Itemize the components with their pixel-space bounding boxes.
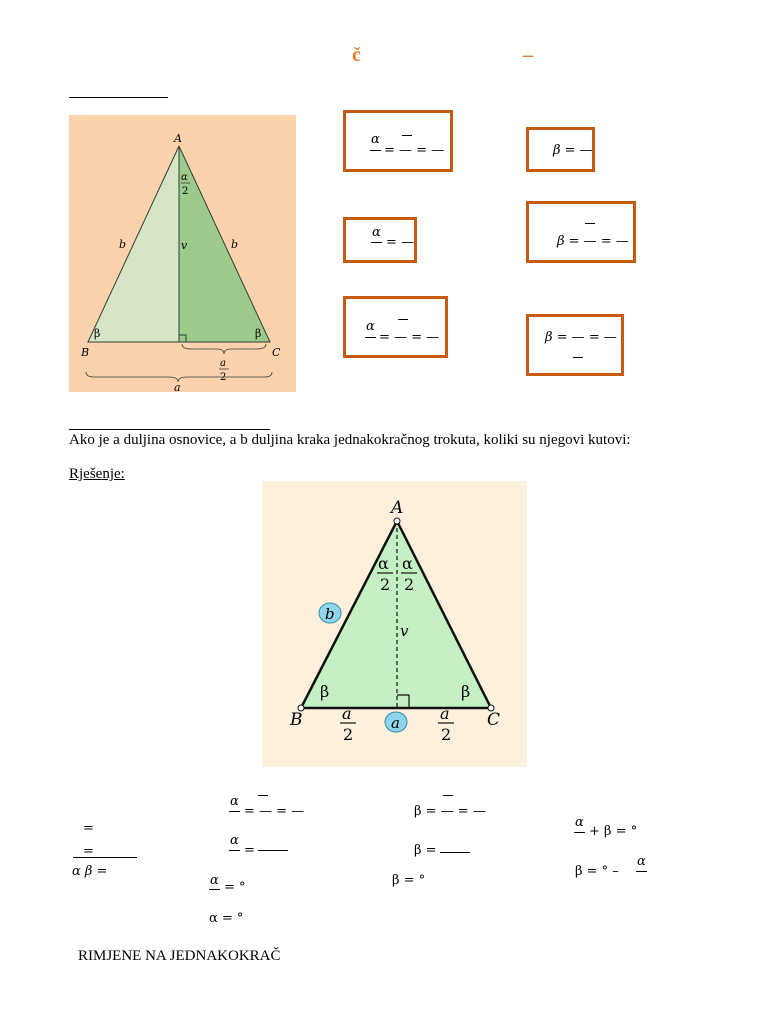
fig2-vertex-b: B: [290, 710, 303, 730]
fig1-vertex-a: A: [174, 132, 182, 145]
header-glyph-c: č: [352, 44, 361, 66]
col3-r2: β =: [414, 843, 437, 858]
fig1-vertex-c: C: [272, 346, 281, 359]
col1-alpha-beta: α β =: [72, 864, 108, 879]
col2-r2-alpha: α: [230, 833, 239, 848]
footer-heading: RIMJENE NA JEDNAKOKRAČ: [78, 948, 281, 964]
col2-r1-alpha: α: [230, 794, 239, 809]
fig2-half-a-left: a: [342, 704, 352, 723]
box5-rhs: = — = —: [379, 330, 440, 345]
figure-triangle-2: [262, 481, 527, 767]
fig1-vertex-b: B: [81, 346, 90, 359]
col2-r4: α = °: [209, 911, 244, 926]
col3-r1: β = — = —: [414, 804, 486, 819]
solution-label: Rješenje:: [69, 466, 125, 482]
formula-box-5: [343, 296, 448, 358]
formula-box-4: [526, 201, 636, 263]
col4-r1-alpha: α: [575, 815, 584, 830]
box1-rhs: = — = —: [384, 143, 445, 158]
formula-box-6: [526, 314, 624, 376]
box3-rhs: = —: [386, 235, 415, 250]
fig2-height-v: v: [400, 622, 409, 640]
box4-beta: β = — = —: [557, 234, 629, 249]
col3-r3: β = °: [392, 873, 426, 888]
fig1-two: 2: [182, 186, 189, 197]
fig1-beta-left: β: [94, 327, 101, 340]
formula-box-1: [343, 110, 453, 172]
box6-beta: β = — = —: [545, 330, 617, 345]
col2-r3-alpha: α: [210, 873, 219, 888]
fig1-beta-right: β: [255, 327, 262, 340]
fig1-alpha: α: [181, 172, 188, 183]
col1-eq2: =: [83, 844, 94, 859]
col4-r1-rhs: + β = °: [589, 824, 638, 839]
fig2-beta-right: β: [461, 682, 471, 701]
col2-r1-rhs: = — = —: [244, 804, 305, 819]
fig1-half-base-two: 2: [220, 372, 227, 383]
fig2-two-left: 2: [380, 575, 391, 594]
fig2-vertex-a: A: [391, 498, 404, 518]
fig2-two-right: 2: [404, 575, 415, 594]
box5-alpha: α: [366, 319, 375, 334]
header-glyph-dash: –: [523, 44, 533, 66]
section-rule-top: [69, 97, 168, 98]
col4-r2: β = ° –: [575, 864, 619, 879]
problem-text: Ako je a duljina osnovice, a b duljina kraka jednakokračnog trokuta, koliki su njegovi kutovi:: [69, 432, 631, 448]
fig2-beta-left: β: [320, 682, 330, 701]
box3-alpha: α: [372, 225, 381, 240]
col1-eq1: =: [83, 821, 94, 836]
box2-beta: β = —: [553, 143, 593, 158]
fig2-half-a-right: a: [440, 704, 450, 723]
fig2-alpha-right: α: [402, 554, 413, 573]
fig1-side-b-left: b: [119, 238, 127, 251]
fig2-half-two-right: 2: [441, 725, 452, 744]
col2-r2-rhs: =: [244, 843, 255, 858]
fig2-base-a-circled: a: [391, 714, 400, 732]
box1-alpha: α: [371, 132, 380, 147]
fig2-half-two-left: 2: [343, 725, 354, 744]
fig1-base-a: a: [174, 381, 181, 392]
formula-box-3: [343, 217, 417, 263]
col2-r3-rhs: = °: [224, 880, 246, 895]
col4-r2-alpha: α: [637, 854, 646, 869]
figure-triangle-1: [69, 115, 296, 392]
fig2-vertex-c: C: [487, 710, 501, 730]
fig1-side-b-right: b: [231, 238, 239, 251]
fig2-alpha-left: α: [378, 554, 389, 573]
fig1-half-base-a: a: [220, 358, 226, 369]
fig2-side-b: b: [325, 605, 335, 623]
formula-box-2: [526, 127, 595, 172]
section-rule-problem: [69, 429, 270, 430]
fig1-height-v: v: [181, 239, 188, 252]
